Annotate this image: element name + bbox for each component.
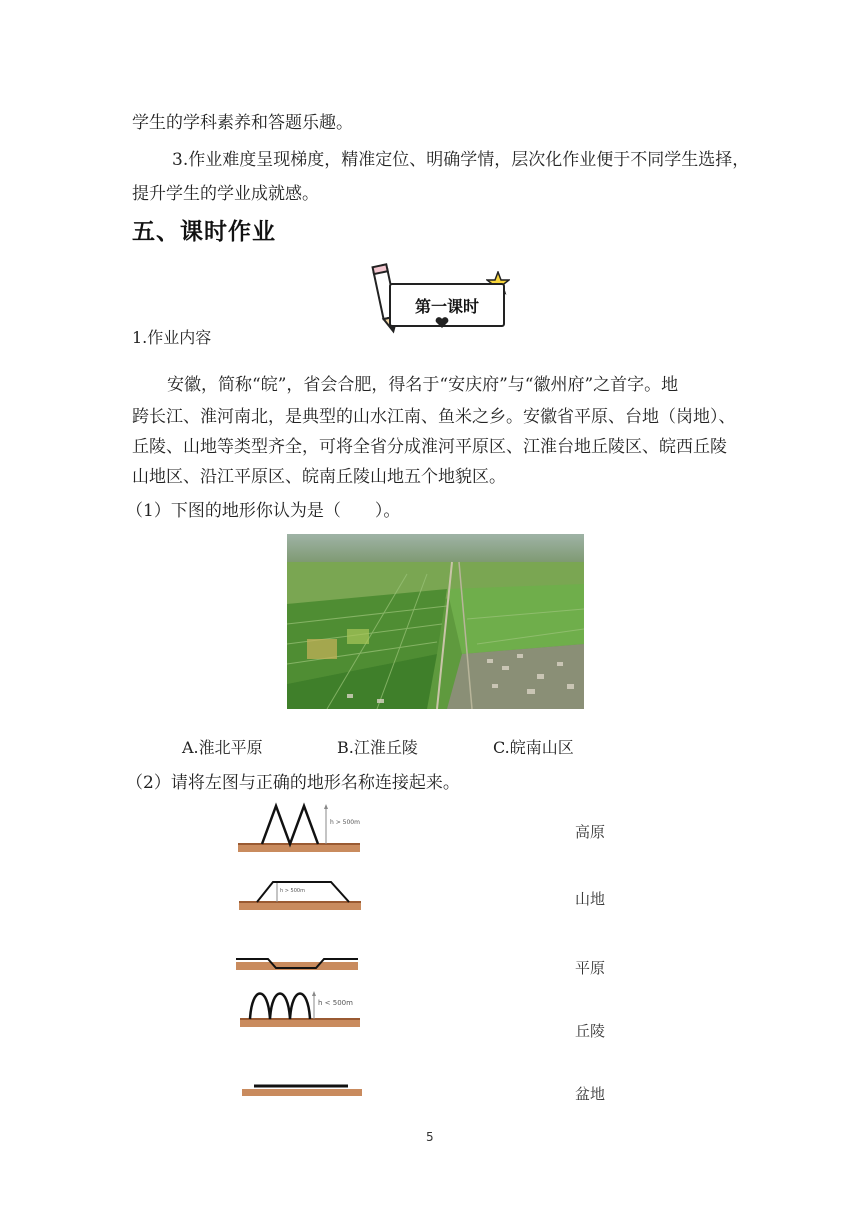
intro-line-1: 安徽，简称“皖”，省会合肥，得名于“安庆府”与“徽州府”之首字。地 [167, 375, 679, 395]
item-title: 1.作业内容 [132, 328, 212, 347]
option-c: C.皖南山区 [493, 738, 574, 757]
heart-icon [435, 317, 449, 329]
terrain-diagram-basin [236, 954, 360, 974]
intro-line-4: 山地区、沿江平原区、皖南丘陵山地五个地貌区。 [132, 467, 506, 487]
term-mountain: 山地 [575, 890, 606, 908]
intro-line-2: 跨长江、淮河南北，是典型的山水江南、鱼米之乡。安徽省平原、台地（岗地）、 [132, 407, 736, 427]
term-hill: 丘陵 [575, 1022, 606, 1040]
term-plateau: 高原 [575, 823, 606, 841]
option-b: B.江淮丘陵 [337, 738, 418, 757]
option-a: A.淮北平原 [182, 738, 263, 757]
banner-label: 第一课时 [414, 297, 479, 316]
term-basin: 盆地 [575, 1085, 606, 1103]
aerial-farmland-image [287, 534, 584, 709]
paragraph-2-line-1: 3.作业难度呈现梯度，精准定位、明确学情，层次化作业便于不同学生选择， [172, 150, 750, 170]
question-2-prompt: （2）请将左图与正确的地形名称连接起来。 [126, 773, 460, 793]
term-plain: 平原 [575, 959, 606, 977]
question-1-prompt: （1）下图的地形你认为是（ ）。 [126, 501, 401, 521]
section-heading: 五、课时作业 [132, 219, 276, 245]
page-number: 5 [426, 1130, 434, 1144]
terrain-diagram-mountain [238, 800, 362, 855]
height-label-2: h > 500m [280, 888, 305, 894]
terrain-diagram-plain [242, 1080, 366, 1100]
terrain-diagram-plateau [239, 872, 363, 912]
height-label-3: h < 500m [318, 999, 353, 1007]
height-label-1: h > 500m [330, 819, 360, 826]
terrain-diagram-hills [240, 985, 364, 1033]
paragraph-2-line-2: 提升学生的学业成就感。 [132, 184, 319, 204]
intro-line-3: 丘陵、山地等类型齐全，可将全省分成淮河平原区、江淮台地丘陵区、皖西丘陵 [132, 437, 727, 457]
paragraph-1: 学生的学科素养和答题乐趣。 [132, 113, 353, 133]
